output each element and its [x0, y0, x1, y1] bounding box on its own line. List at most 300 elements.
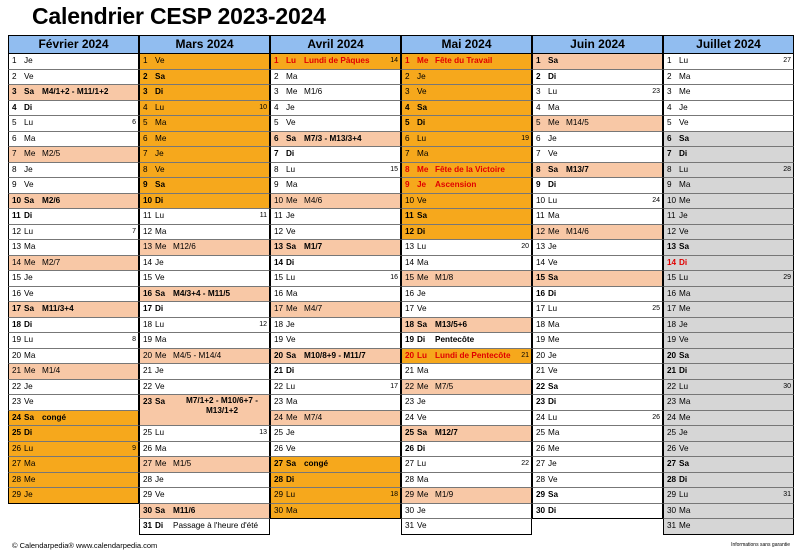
- day-number: 24: [667, 412, 677, 422]
- day-row: [8, 116, 139, 132]
- day-event: M7/1+2 - M10/6+7 - M13/1+2: [186, 396, 258, 415]
- day-row: [270, 488, 401, 504]
- day-number: 1: [405, 56, 410, 65]
- day-name: Sa: [548, 273, 559, 282]
- day-event: Lundi de Pâques: [304, 56, 370, 65]
- day-name: Ma: [548, 428, 560, 437]
- day-row: [663, 488, 794, 504]
- day-number: 29: [143, 490, 153, 499]
- day-row: [532, 54, 663, 70]
- day-number: 13: [405, 242, 415, 251]
- day-row: [401, 457, 532, 473]
- day-number: 6: [12, 133, 17, 143]
- day-row: [139, 163, 270, 179]
- day-name: Ma: [155, 118, 167, 127]
- day-row: [270, 442, 401, 458]
- day-name: Ve: [155, 381, 165, 391]
- day-name: Di: [548, 397, 557, 406]
- day-row: [8, 333, 139, 349]
- day-row: [139, 457, 270, 473]
- day-name: Lu: [417, 459, 427, 468]
- day-row: [663, 132, 794, 148]
- week-number: 19: [521, 134, 529, 142]
- day-name: Me: [679, 304, 691, 313]
- day-name: Me: [155, 133, 167, 143]
- week-number: 22: [521, 460, 529, 467]
- day-row: [663, 225, 794, 241]
- day-number: 1: [667, 56, 672, 65]
- day-row: [663, 147, 794, 163]
- day-row: [532, 318, 663, 334]
- day-number: 9: [405, 180, 410, 189]
- day-number: 31: [405, 521, 415, 530]
- day-row: [663, 333, 794, 349]
- day-name: Di: [24, 319, 33, 329]
- day-row: [532, 271, 663, 287]
- day-event: M2/6: [42, 195, 61, 205]
- day-name: Di: [548, 288, 557, 298]
- day-row: [270, 364, 401, 380]
- day-number: 12: [667, 226, 677, 236]
- day-number: 9: [12, 180, 17, 189]
- day-name: Lu: [679, 490, 689, 499]
- day-number: 21: [536, 366, 546, 375]
- day-number: 11: [536, 211, 545, 220]
- day-row: [663, 318, 794, 334]
- day-row: [532, 147, 663, 163]
- day-number: 10: [536, 195, 546, 205]
- day-number: 23: [274, 397, 284, 406]
- day-name: Lu: [155, 211, 165, 220]
- day-name: Ve: [155, 56, 165, 65]
- day-row: [139, 364, 270, 380]
- day-row: [139, 194, 270, 210]
- day-number: 31: [143, 521, 153, 530]
- day-name: Ve: [24, 288, 34, 298]
- day-name: Je: [548, 133, 557, 143]
- day-number: 11: [12, 211, 21, 220]
- day-name: Ma: [417, 366, 429, 375]
- day-name: Me: [24, 149, 36, 158]
- day-row: [401, 519, 532, 535]
- day-name: Je: [24, 164, 33, 174]
- day-row: [663, 504, 794, 520]
- day-name: Ve: [155, 490, 165, 499]
- day-name: Di: [155, 87, 164, 96]
- month-header: Mars 2024: [139, 35, 270, 54]
- day-event: congé: [304, 459, 329, 468]
- day-name: Je: [548, 350, 557, 360]
- day-row: [663, 85, 794, 101]
- day-event: M1/8: [435, 273, 454, 282]
- day-number: 15: [143, 273, 153, 282]
- day-number: 1: [536, 56, 541, 65]
- day-name: Je: [548, 459, 557, 468]
- week-number: 26: [652, 413, 660, 421]
- week-number: 9: [132, 444, 136, 452]
- day-name: Je: [155, 474, 164, 484]
- day-row: [663, 395, 794, 411]
- day-row: [270, 194, 401, 210]
- day-name: Ma: [286, 505, 298, 515]
- day-row: [532, 209, 663, 225]
- day-number: 4: [536, 102, 541, 112]
- day-name: Je: [286, 211, 295, 220]
- day-row: [270, 380, 401, 396]
- day-row: [8, 147, 139, 163]
- day-number: 20: [536, 350, 546, 360]
- day-name: Di: [24, 428, 33, 437]
- day-row: [532, 85, 663, 101]
- day-number: 10: [667, 195, 677, 205]
- day-row: [663, 194, 794, 210]
- day-row: [532, 349, 663, 365]
- day-event: M11/3+4: [42, 304, 74, 313]
- day-row: [8, 54, 139, 70]
- day-number: 29: [536, 490, 546, 499]
- day-number: 15: [274, 273, 284, 282]
- day-row: [8, 85, 139, 101]
- day-event: M13/7: [566, 164, 589, 174]
- day-name: Je: [24, 56, 33, 65]
- day-number: 27: [274, 459, 284, 468]
- day-number: 20: [274, 350, 284, 360]
- day-name: Je: [155, 366, 164, 375]
- day-event: M1/9: [435, 490, 454, 499]
- day-number: 20: [12, 350, 22, 360]
- day-name: Di: [679, 149, 688, 158]
- day-name: Je: [417, 397, 426, 406]
- day-row: [139, 504, 270, 520]
- week-number: 13: [259, 429, 267, 436]
- day-name: Lu: [24, 335, 34, 344]
- day-name: Me: [679, 521, 691, 530]
- day-row: [8, 380, 139, 396]
- day-event: M1/5: [173, 459, 192, 468]
- day-row: [401, 287, 532, 303]
- day-name: Di: [417, 443, 426, 453]
- day-row: [401, 271, 532, 287]
- day-number: 24: [12, 412, 22, 422]
- day-row: [139, 132, 270, 148]
- day-number: 27: [536, 459, 546, 468]
- week-number: 18: [390, 491, 398, 498]
- day-name: Ma: [24, 350, 36, 360]
- day-row: [270, 287, 401, 303]
- day-number: 3: [405, 87, 410, 96]
- day-number: 1: [274, 56, 279, 65]
- day-row: [401, 101, 532, 117]
- day-name: Ma: [155, 443, 167, 453]
- day-row: [270, 271, 401, 287]
- day-number: 26: [12, 443, 22, 453]
- day-name: Sa: [286, 350, 297, 360]
- day-row: [663, 380, 794, 396]
- day-row: [139, 54, 270, 70]
- day-number: 12: [536, 226, 546, 236]
- day-row: [8, 287, 139, 303]
- day-number: 19: [12, 335, 22, 344]
- day-row: [139, 473, 270, 489]
- day-row: [663, 302, 794, 318]
- day-event: M7/3 - M13/3+4: [304, 133, 362, 143]
- day-name: Ve: [24, 397, 34, 406]
- day-name: Je: [286, 102, 295, 112]
- day-event: Fête du Travail: [435, 56, 493, 65]
- day-number: 25: [143, 428, 153, 437]
- day-name: Lu: [286, 56, 297, 65]
- day-name: Lu: [679, 273, 689, 282]
- day-event: M13/5+6: [435, 319, 468, 329]
- day-row: [401, 209, 532, 225]
- day-name: Me: [24, 257, 36, 267]
- day-row: [532, 116, 663, 132]
- footer-disclaimer: Informations sans garantie: [731, 542, 790, 548]
- day-name: Sa: [155, 397, 166, 406]
- day-name: Me: [24, 366, 36, 375]
- day-name: Lu: [679, 56, 689, 65]
- day-row: [401, 488, 532, 504]
- day-name: Di: [286, 149, 295, 158]
- day-row: [663, 442, 794, 458]
- day-name: Sa: [679, 242, 690, 251]
- day-number: 29: [274, 490, 284, 499]
- day-event: congé: [42, 412, 67, 422]
- day-row: [401, 85, 532, 101]
- week-number: 12: [259, 320, 267, 328]
- day-name: Sa: [417, 102, 428, 112]
- month-header: Avril 2024: [270, 35, 401, 54]
- day-row: [532, 302, 663, 318]
- day-name: Ma: [417, 149, 429, 158]
- day-name: Lu: [417, 242, 427, 251]
- day-row: [532, 70, 663, 86]
- day-number: 30: [274, 505, 284, 515]
- day-number: 12: [274, 226, 284, 236]
- day-name: Me: [417, 164, 429, 174]
- day-number: 13: [536, 242, 546, 251]
- day-number: 24: [405, 412, 415, 422]
- day-row: [139, 519, 270, 535]
- day-number: 15: [536, 273, 546, 282]
- day-row: [139, 178, 270, 194]
- day-row: [139, 147, 270, 163]
- day-name: Me: [155, 242, 167, 251]
- day-name: Ma: [286, 397, 298, 406]
- day-event: M7/5: [435, 381, 454, 391]
- day-number: 10: [405, 195, 415, 205]
- day-row: [401, 442, 532, 458]
- day-number: 11: [143, 211, 152, 220]
- day-name: Ma: [155, 335, 167, 344]
- day-number: 14: [667, 257, 677, 267]
- day-number: 22: [143, 381, 153, 391]
- day-row: [270, 116, 401, 132]
- day-number: 17: [405, 304, 415, 313]
- day-row: [139, 333, 270, 349]
- day-row: [8, 488, 139, 504]
- day-number: 19: [274, 335, 284, 344]
- week-number: 25: [652, 305, 660, 312]
- day-event: M4/7: [304, 304, 323, 313]
- day-row: [663, 473, 794, 489]
- day-row: [270, 333, 401, 349]
- day-row: [270, 163, 401, 179]
- day-number: 2: [274, 71, 279, 81]
- day-name: Me: [155, 350, 167, 360]
- day-row: [139, 225, 270, 241]
- day-row: [401, 132, 532, 148]
- week-number: 29: [783, 274, 791, 281]
- day-row: [663, 411, 794, 427]
- day-number: 18: [667, 319, 677, 329]
- day-row: [532, 178, 663, 194]
- day-name: Ma: [679, 288, 691, 298]
- day-row: [532, 457, 663, 473]
- day-number: 9: [667, 180, 672, 189]
- day-row: [8, 209, 139, 225]
- day-event: M14/6: [566, 226, 589, 236]
- day-number: 22: [536, 381, 546, 391]
- day-row: [401, 380, 532, 396]
- day-number: 6: [143, 133, 148, 143]
- day-number: 16: [143, 288, 153, 298]
- day-number: 7: [667, 149, 672, 158]
- day-name: Lu: [155, 319, 165, 329]
- day-row: [270, 85, 401, 101]
- day-row: [139, 240, 270, 256]
- day-number: 22: [12, 381, 22, 391]
- day-number: 14: [12, 257, 22, 267]
- day-name: Lu: [286, 490, 296, 499]
- day-row: [139, 380, 270, 396]
- day-number: 19: [536, 335, 546, 344]
- day-name: Ve: [155, 164, 165, 174]
- day-number: 20: [667, 350, 677, 360]
- day-name: Ma: [679, 505, 691, 515]
- day-row: [8, 302, 139, 318]
- day-number: 7: [12, 149, 17, 158]
- day-row: [270, 132, 401, 148]
- day-number: 20: [143, 350, 153, 360]
- day-name: Lu: [417, 350, 428, 360]
- day-row: [8, 163, 139, 179]
- day-number: 22: [274, 381, 284, 391]
- day-row: [401, 147, 532, 163]
- day-number: 5: [274, 118, 279, 127]
- day-number: 2: [667, 71, 672, 81]
- day-row: [139, 271, 270, 287]
- day-number: 28: [143, 474, 153, 484]
- day-row: [663, 256, 794, 272]
- day-name: Di: [286, 366, 295, 375]
- day-row: [139, 442, 270, 458]
- day-row: [532, 132, 663, 148]
- week-number: 27: [783, 57, 791, 64]
- day-event: Lundi de Pentecôte: [435, 350, 511, 360]
- day-row: [401, 194, 532, 210]
- day-number: 4: [143, 102, 148, 112]
- day-row: [532, 287, 663, 303]
- day-row: [663, 426, 794, 442]
- day-name: Ma: [548, 319, 560, 329]
- day-number: 26: [405, 443, 415, 453]
- day-row: [139, 488, 270, 504]
- day-name: Sa: [679, 350, 690, 360]
- week-number: 8: [132, 336, 136, 343]
- day-number: 11: [405, 211, 414, 220]
- day-row: [270, 225, 401, 241]
- day-number: 17: [667, 304, 677, 313]
- day-number: 4: [12, 102, 17, 112]
- day-number: 31: [667, 521, 677, 530]
- day-row: [270, 240, 401, 256]
- day-number: 26: [667, 443, 677, 453]
- day-number: 1: [143, 56, 148, 65]
- day-number: 14: [143, 257, 153, 267]
- day-row: [139, 101, 270, 117]
- day-row: [401, 54, 532, 70]
- day-event: M2/7: [42, 257, 61, 267]
- day-row: [401, 504, 532, 520]
- day-number: 7: [405, 149, 410, 158]
- day-name: Lu: [24, 118, 34, 127]
- day-name: Je: [417, 71, 426, 81]
- day-name: Me: [548, 443, 560, 453]
- day-event: M12/6: [173, 242, 196, 251]
- day-name: Ve: [417, 304, 427, 313]
- day-number: 12: [143, 226, 153, 236]
- day-name: Je: [679, 211, 688, 220]
- day-number: 29: [12, 490, 22, 499]
- day-name: Lu: [548, 304, 558, 313]
- day-row: [532, 426, 663, 442]
- day-row: [139, 349, 270, 365]
- day-number: 16: [274, 288, 284, 298]
- day-name: Me: [286, 87, 298, 96]
- day-name: Lu: [679, 164, 689, 174]
- day-number: 28: [536, 474, 546, 484]
- day-name: Je: [24, 490, 33, 499]
- day-number: 26: [536, 443, 546, 453]
- week-number: 10: [259, 103, 267, 111]
- day-row: [139, 256, 270, 272]
- day-row: [270, 54, 401, 70]
- day-event: Ascension: [435, 180, 477, 189]
- day-number: 23: [12, 397, 22, 406]
- week-number: 24: [652, 196, 660, 204]
- day-row: [8, 349, 139, 365]
- day-name: Di: [155, 304, 164, 313]
- month-header: Février 2024: [8, 35, 139, 54]
- day-name: Me: [286, 412, 298, 422]
- day-name: Je: [679, 428, 688, 437]
- day-name: Sa: [155, 180, 166, 189]
- day-name: Di: [679, 366, 688, 375]
- day-row: [532, 488, 663, 504]
- day-name: Ma: [679, 180, 691, 189]
- day-row: [8, 70, 139, 86]
- day-number: 18: [536, 319, 546, 329]
- day-number: 8: [143, 164, 148, 174]
- day-name: Ve: [417, 87, 427, 96]
- day-name: Di: [679, 474, 688, 484]
- day-row: [401, 178, 532, 194]
- day-number: 19: [667, 335, 677, 344]
- day-name: Ma: [548, 211, 560, 220]
- day-row: [401, 225, 532, 241]
- day-row: [532, 504, 663, 520]
